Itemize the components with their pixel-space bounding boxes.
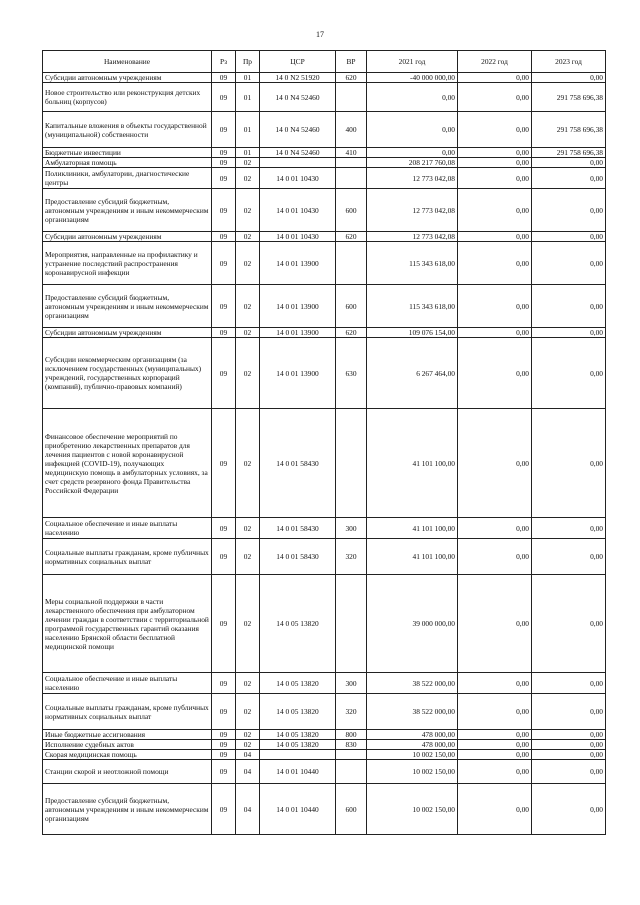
row-pr-cell: 02 [236, 673, 260, 694]
row-csr-cell: 14 0 05 13820 [260, 673, 336, 694]
table-row [43, 328, 606, 338]
column-header-name: Наименование [43, 51, 212, 73]
header-row [43, 51, 606, 73]
row-rz-cell: 09 [212, 328, 236, 338]
table-row [43, 740, 606, 750]
row-2021-cell: 109 076 154,00 [367, 328, 458, 338]
row-vr-cell [336, 83, 367, 112]
row-vr-cell: 300 [336, 673, 367, 694]
row-name-cell: Поликлиники, амбулатории, диагностические центры [43, 168, 212, 189]
page-number: 17 [316, 30, 324, 39]
row-2021-cell: 0,00 [367, 112, 458, 148]
row-pr-cell: 02 [236, 518, 260, 539]
row-csr-cell: 14 0 01 58430 [260, 518, 336, 539]
row-2021-cell: 41 101 100,00 [367, 518, 458, 539]
row-pr-cell: 04 [236, 784, 260, 835]
row-2021-cell: 115 343 618,00 [367, 242, 458, 285]
row-pr-cell: 02 [236, 168, 260, 189]
row-rz-cell: 09 [212, 73, 236, 83]
row-vr-cell: 830 [336, 740, 367, 750]
row-pr-cell: 02 [236, 285, 260, 328]
row-csr-cell: 14 0 01 13900 [260, 285, 336, 328]
row-2022-cell: 0,00 [458, 760, 532, 784]
row-2021-cell: 10 002 150,00 [367, 760, 458, 784]
row-2023-cell: 0,00 [532, 158, 606, 168]
table-row [43, 539, 606, 575]
row-csr-cell: 14 0 05 13820 [260, 694, 336, 730]
table-row [43, 338, 606, 409]
row-2021-cell: 38 522 000,00 [367, 673, 458, 694]
row-csr-cell: 14 0 01 58430 [260, 409, 336, 518]
row-2022-cell: 0,00 [458, 730, 532, 740]
row-2023-cell: 0,00 [532, 189, 606, 232]
row-pr-cell: 01 [236, 73, 260, 83]
row-2022-cell: 0,00 [458, 673, 532, 694]
row-vr-cell: 620 [336, 232, 367, 242]
row-2021-cell: -40 000 000,00 [367, 73, 458, 83]
column-header-pr: Пр [236, 51, 260, 73]
row-csr-cell: 14 0 01 13900 [260, 242, 336, 285]
row-2022-cell: 0,00 [458, 328, 532, 338]
row-vr-cell [336, 168, 367, 189]
row-2021-cell: 0,00 [367, 83, 458, 112]
budget-table [42, 50, 606, 835]
row-pr-cell: 02 [236, 232, 260, 242]
row-vr-cell: 600 [336, 285, 367, 328]
row-csr-cell: 14 0 01 13900 [260, 328, 336, 338]
row-2021-cell: 41 101 100,00 [367, 539, 458, 575]
table-row [43, 518, 606, 539]
row-rz-cell: 09 [212, 338, 236, 409]
table-row [43, 168, 606, 189]
row-2023-cell: 0,00 [532, 285, 606, 328]
row-2023-cell: 0,00 [532, 539, 606, 575]
table-row [43, 189, 606, 232]
table-row [43, 730, 606, 740]
row-rz-cell: 09 [212, 189, 236, 232]
row-name-cell: Предоставление субсидий бюджетным, автономным учреждениям и иным некоммерческим организациям [43, 189, 212, 232]
row-rz-cell: 09 [212, 158, 236, 168]
table-row [43, 285, 606, 328]
row-vr-cell: 400 [336, 112, 367, 148]
row-2022-cell: 0,00 [458, 168, 532, 189]
row-name-cell: Социальное обеспечение и иные выплаты населению [43, 673, 212, 694]
row-2023-cell: 291 758 696,38 [532, 83, 606, 112]
row-2022-cell: 0,00 [458, 750, 532, 760]
row-2022-cell: 0,00 [458, 73, 532, 83]
row-2023-cell: 0,00 [532, 232, 606, 242]
row-2022-cell: 0,00 [458, 740, 532, 750]
row-vr-cell [336, 750, 367, 760]
row-vr-cell [336, 242, 367, 285]
row-vr-cell: 800 [336, 730, 367, 740]
table-row [43, 750, 606, 760]
row-vr-cell: 620 [336, 73, 367, 83]
row-2021-cell: 10 002 150,00 [367, 784, 458, 835]
column-header-2021: 2021 год [367, 51, 458, 73]
table-row [43, 232, 606, 242]
row-csr-cell [260, 158, 336, 168]
table-row [43, 673, 606, 694]
column-header-rz: Рз [212, 51, 236, 73]
table-body [43, 73, 606, 835]
row-csr-cell: 14 0 05 13820 [260, 730, 336, 740]
row-name-cell: Капитальные вложения в объекты государственной (муниципальной) собственности [43, 112, 212, 148]
row-vr-cell [336, 575, 367, 673]
row-2022-cell: 0,00 [458, 158, 532, 168]
row-2021-cell: 478 000,00 [367, 730, 458, 740]
table-row [43, 73, 606, 83]
table-row [43, 409, 606, 518]
row-csr-cell: 14 0 05 13820 [260, 575, 336, 673]
row-vr-cell [336, 409, 367, 518]
column-header-2023: 2023 год [532, 51, 606, 73]
row-rz-cell: 09 [212, 784, 236, 835]
row-2023-cell: 0,00 [532, 760, 606, 784]
row-2022-cell: 0,00 [458, 242, 532, 285]
row-name-cell: Финансовое обеспечение мероприятий по приобретению лекарственных препаратов для лечения пациентов с новой коронавирусной инфекцией (COVID-19), получающих медицинскую помощь в амбулаторных условиях, за счет средств резервного фонда Правительства Российской Федерации [43, 409, 212, 518]
row-2022-cell: 0,00 [458, 784, 532, 835]
row-csr-cell: 14 0 05 13820 [260, 740, 336, 750]
row-pr-cell: 01 [236, 83, 260, 112]
row-2022-cell: 0,00 [458, 694, 532, 730]
row-2021-cell: 478 000,00 [367, 740, 458, 750]
row-csr-cell: 14 0 01 10440 [260, 784, 336, 835]
row-pr-cell: 02 [236, 409, 260, 518]
table-row [43, 575, 606, 673]
row-2021-cell: 38 522 000,00 [367, 694, 458, 730]
row-2023-cell: 0,00 [532, 730, 606, 740]
row-2023-cell: 0,00 [532, 575, 606, 673]
row-name-cell: Субсидии некоммерческим организациям (за исключением государственных (муниципальных) учреждений, государственных корпораций (компаний), публично-правовых компаний) [43, 338, 212, 409]
row-vr-cell: 620 [336, 328, 367, 338]
row-rz-cell: 09 [212, 518, 236, 539]
table-row [43, 784, 606, 835]
row-2022-cell: 0,00 [458, 518, 532, 539]
row-2022-cell: 0,00 [458, 539, 532, 575]
row-pr-cell: 02 [236, 730, 260, 740]
table-row [43, 242, 606, 285]
row-name-cell: Субсидии автономным учреждениям [43, 328, 212, 338]
row-vr-cell: 320 [336, 694, 367, 730]
row-rz-cell: 09 [212, 730, 236, 740]
row-rz-cell: 09 [212, 575, 236, 673]
row-2022-cell: 0,00 [458, 285, 532, 328]
row-name-cell: Станции скорой и неотложной помощи [43, 760, 212, 784]
table-row [43, 112, 606, 148]
row-2021-cell: 12 773 042,08 [367, 232, 458, 242]
row-2021-cell: 12 773 042,08 [367, 168, 458, 189]
row-2021-cell: 41 101 100,00 [367, 409, 458, 518]
row-name-cell: Меры социальной поддержки в части лекарственного обеспечения при амбулаторном лечении граждан в соответствии с территориальной программой государственных гарантий оказания населению Брянской области бесплатной медицинской помощи [43, 575, 212, 673]
table-row [43, 760, 606, 784]
row-vr-cell [336, 158, 367, 168]
row-rz-cell: 09 [212, 168, 236, 189]
row-2021-cell: 39 000 000,00 [367, 575, 458, 673]
row-rz-cell: 09 [212, 83, 236, 112]
row-2023-cell: 0,00 [532, 168, 606, 189]
row-name-cell: Социальное обеспечение и иные выплаты населению [43, 518, 212, 539]
row-pr-cell: 02 [236, 740, 260, 750]
row-2021-cell: 12 773 042,08 [367, 189, 458, 232]
row-rz-cell: 09 [212, 673, 236, 694]
column-header-2022: 2022 год [458, 51, 532, 73]
row-2023-cell: 0,00 [532, 242, 606, 285]
row-csr-cell: 14 0 01 10430 [260, 168, 336, 189]
row-2023-cell: 0,00 [532, 694, 606, 730]
row-csr-cell: 14 0 01 10430 [260, 232, 336, 242]
table-row [43, 83, 606, 112]
row-pr-cell: 02 [236, 539, 260, 575]
row-name-cell: Бюджетные инвестиции [43, 148, 212, 158]
row-2023-cell: 0,00 [532, 409, 606, 518]
row-rz-cell: 09 [212, 750, 236, 760]
row-csr-cell: 14 0 01 10430 [260, 189, 336, 232]
row-name-cell: Исполнение судебных актов [43, 740, 212, 750]
row-rz-cell: 09 [212, 232, 236, 242]
row-name-cell: Амбулаторная помощь [43, 158, 212, 168]
row-2022-cell: 0,00 [458, 148, 532, 158]
row-2023-cell: 291 758 696,38 [532, 112, 606, 148]
row-2021-cell: 0,00 [367, 148, 458, 158]
row-csr-cell: 14 0 01 58430 [260, 539, 336, 575]
table-row [43, 694, 606, 730]
row-pr-cell: 02 [236, 189, 260, 232]
row-rz-cell: 09 [212, 539, 236, 575]
row-rz-cell: 09 [212, 760, 236, 784]
row-name-cell: Иные бюджетные ассигнования [43, 730, 212, 740]
row-vr-cell: 300 [336, 518, 367, 539]
row-2021-cell: 6 267 464,00 [367, 338, 458, 409]
row-2023-cell: 0,00 [532, 673, 606, 694]
row-2023-cell: 0,00 [532, 740, 606, 750]
row-name-cell: Социальные выплаты гражданам, кроме публичных нормативных социальных выплат [43, 694, 212, 730]
row-name-cell: Социальные выплаты гражданам, кроме публичных нормативных социальных выплат [43, 539, 212, 575]
row-2022-cell: 0,00 [458, 338, 532, 409]
row-rz-cell: 09 [212, 740, 236, 750]
row-name-cell: Мероприятия, направленные на профилактику и устранение последствий распространения коронавирусной инфекции [43, 242, 212, 285]
row-2022-cell: 0,00 [458, 83, 532, 112]
row-csr-cell: 14 0 N2 51920 [260, 73, 336, 83]
row-pr-cell: 01 [236, 112, 260, 148]
row-csr-cell: 14 0 01 10440 [260, 760, 336, 784]
row-2023-cell: 0,00 [532, 73, 606, 83]
row-name-cell: Субсидии автономным учреждениям [43, 73, 212, 83]
row-vr-cell: 320 [336, 539, 367, 575]
row-2022-cell: 0,00 [458, 232, 532, 242]
table-row [43, 148, 606, 158]
row-vr-cell: 600 [336, 784, 367, 835]
row-vr-cell: 600 [336, 189, 367, 232]
row-pr-cell: 04 [236, 750, 260, 760]
row-name-cell: Предоставление субсидий бюджетным, автономным учреждениям и иным некоммерческим организациям [43, 285, 212, 328]
row-rz-cell: 09 [212, 694, 236, 730]
row-rz-cell: 09 [212, 112, 236, 148]
row-pr-cell: 04 [236, 760, 260, 784]
row-rz-cell: 09 [212, 148, 236, 158]
row-pr-cell: 02 [236, 694, 260, 730]
row-vr-cell: 630 [336, 338, 367, 409]
row-csr-cell: 14 0 N4 52460 [260, 83, 336, 112]
row-pr-cell: 01 [236, 148, 260, 158]
row-2022-cell: 0,00 [458, 112, 532, 148]
row-csr-cell: 14 0 N4 52460 [260, 148, 336, 158]
row-csr-cell: 14 0 01 13900 [260, 338, 336, 409]
column-header-vr: ВР [336, 51, 367, 73]
row-vr-cell: 410 [336, 148, 367, 158]
row-2023-cell: 0,00 [532, 518, 606, 539]
row-pr-cell: 02 [236, 338, 260, 409]
row-rz-cell: 09 [212, 409, 236, 518]
row-2022-cell: 0,00 [458, 189, 532, 232]
row-2021-cell: 115 343 618,00 [367, 285, 458, 328]
row-name-cell: Субсидии автономным учреждениям [43, 232, 212, 242]
row-2023-cell: 0,00 [532, 328, 606, 338]
row-name-cell: Скорая медицинская помощь [43, 750, 212, 760]
row-pr-cell: 02 [236, 575, 260, 673]
row-2021-cell: 10 002 150,00 [367, 750, 458, 760]
row-rz-cell: 09 [212, 285, 236, 328]
row-vr-cell [336, 760, 367, 784]
row-rz-cell: 09 [212, 242, 236, 285]
row-2022-cell: 0,00 [458, 575, 532, 673]
row-pr-cell: 02 [236, 328, 260, 338]
row-2022-cell: 0,00 [458, 409, 532, 518]
row-name-cell: Предоставление субсидий бюджетным, автономным учреждениям и иным некоммерческим организациям [43, 784, 212, 835]
row-2023-cell: 291 758 696,38 [532, 148, 606, 158]
row-pr-cell: 02 [236, 158, 260, 168]
row-csr-cell: 14 0 N4 52460 [260, 112, 336, 148]
row-csr-cell [260, 750, 336, 760]
row-name-cell: Новое строительство или реконструкция детских больниц (корпусов) [43, 83, 212, 112]
row-2023-cell: 0,00 [532, 784, 606, 835]
table-row [43, 158, 606, 168]
row-2023-cell: 0,00 [532, 750, 606, 760]
column-header-csr: ЦСР [260, 51, 336, 73]
row-2023-cell: 0,00 [532, 338, 606, 409]
row-pr-cell: 02 [236, 242, 260, 285]
row-2021-cell: 208 217 760,08 [367, 158, 458, 168]
